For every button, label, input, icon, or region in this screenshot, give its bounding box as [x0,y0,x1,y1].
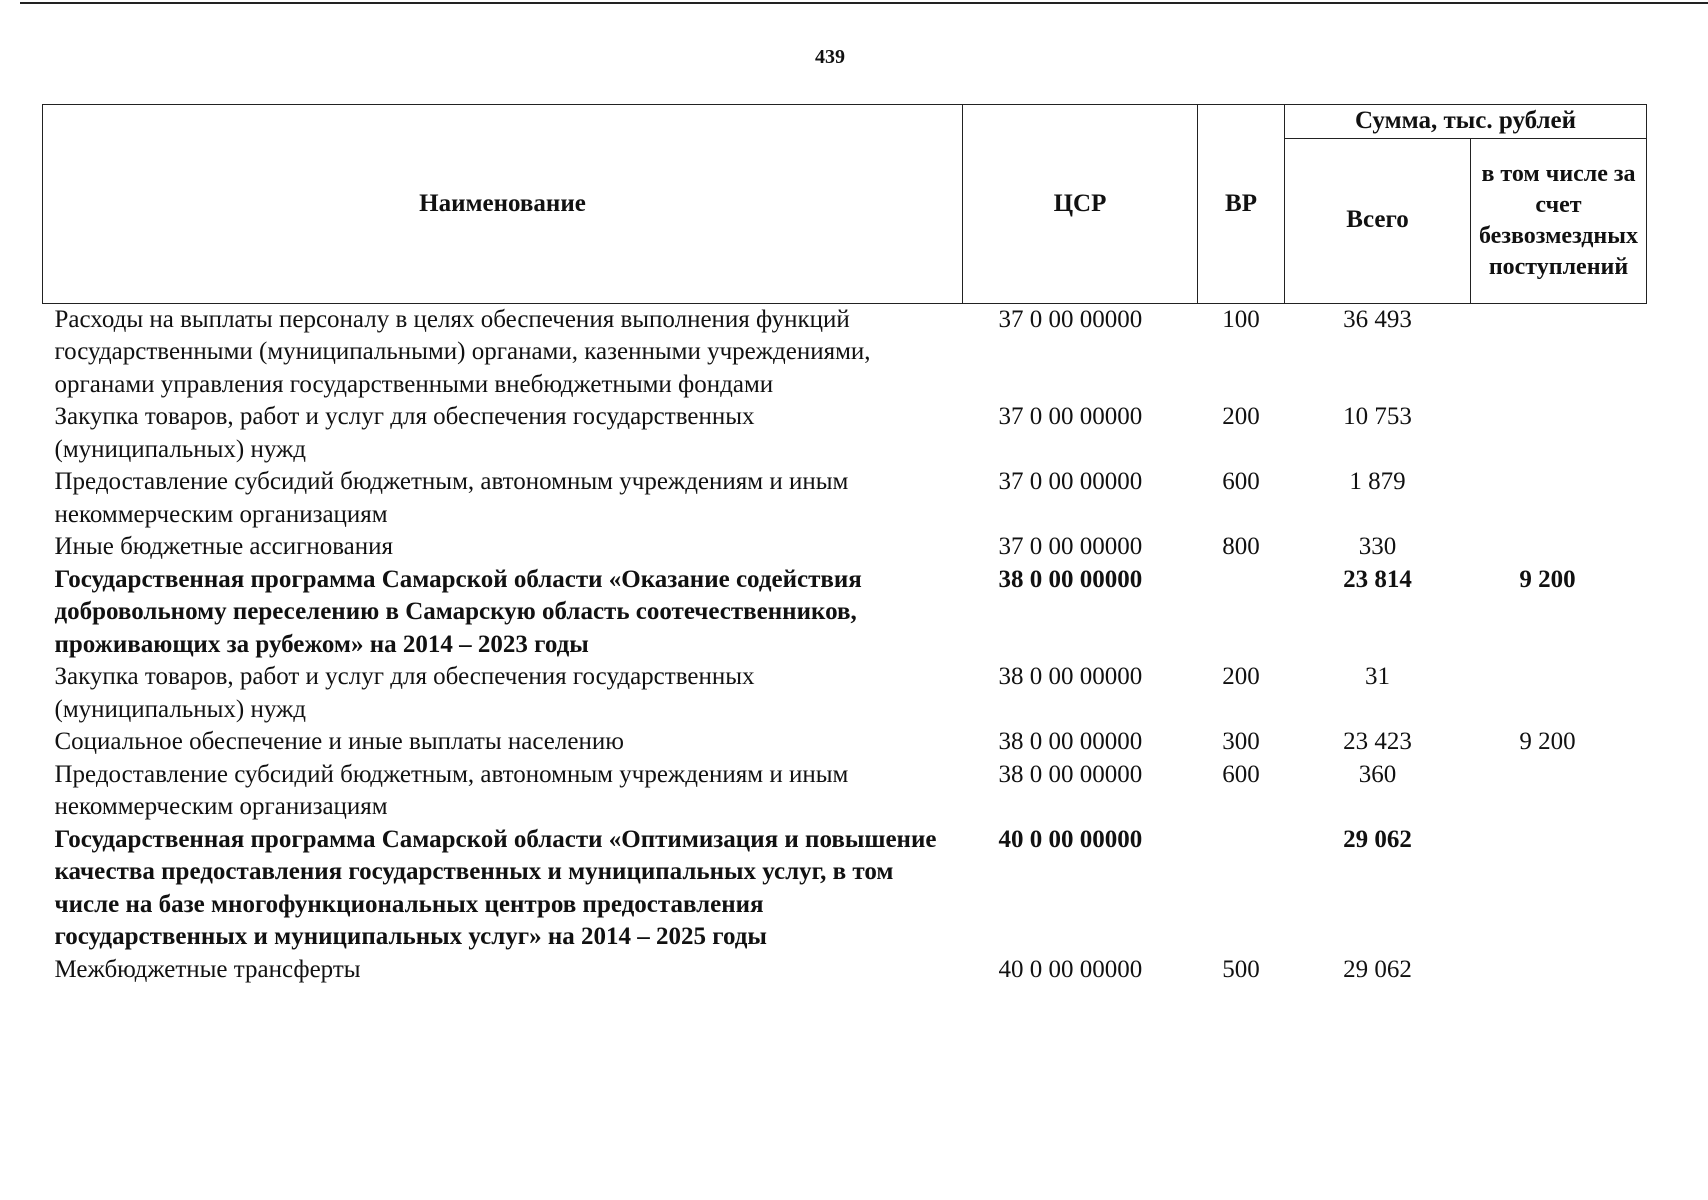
table-row [43,824,1647,954]
row-total: 1 879 [1349,468,1406,495]
table-row [43,531,1647,564]
row-total: 36 493 [1343,305,1412,333]
row-total: 330 [1358,533,1397,560]
row-total: 10 753 [1343,403,1412,430]
header-vr: ВР [1198,105,1285,304]
row-csr: 38 0 00 00000 [998,760,1143,788]
row-incl [1471,759,1647,824]
row-total: 360 [1358,760,1397,788]
table-row [43,726,1647,759]
row-csr: 37 0 00 00000 [998,468,1143,495]
header-incl: в том числе за счет безвозмездных поступлений [1471,138,1647,303]
header-total: Всего [1285,138,1471,303]
row-csr: 40 0 00 00000 [998,825,1143,853]
row-incl [1471,466,1647,531]
row-total: 23 423 [1343,728,1412,755]
row-name: Закупка товаров, работ и услуг для обеспечения государственных (муниципальных) нужд [54,663,755,723]
row-vr: 100 [1222,305,1260,333]
budget-table [42,104,1647,986]
table-row [43,401,1647,466]
row-name: Закупка товаров, работ и услуг для обеспечения государственных (муниципальных) нужд [54,403,755,463]
row-vr: 200 [1222,403,1260,430]
row-name: Предоставление субсидий бюджетным, автономным учреждениям и иным некоммерческим организациям [54,468,849,528]
row-csr: 38 0 00 00000 [998,663,1143,690]
header-csr: ЦСР [963,105,1198,304]
page-number: 439 [815,46,845,68]
row-csr: 38 0 00 00000 [998,728,1143,755]
table-row [43,303,1647,401]
row-csr: 37 0 00 00000 [998,403,1143,430]
row-vr [1198,824,1285,954]
row-total: 29 062 [1343,825,1412,853]
row-total: 23 814 [1343,565,1412,593]
table-row [43,466,1647,531]
row-csr: 38 0 00 00000 [998,565,1143,593]
row-vr: 800 [1222,533,1260,560]
row-vr [1198,564,1285,662]
row-incl [1471,303,1647,401]
row-csr: 37 0 00 00000 [998,533,1143,560]
row-name: Государственная программа Самарской области «Оказание содействия добровольному переселению в Самарскую область соотечественников, проживающих за рубежом» на 2014 – 2023 годы [54,565,862,658]
row-name: Иные бюджетные ассигнования [54,533,394,560]
table-header [43,105,1647,304]
row-incl [1471,954,1647,987]
row-csr: 40 0 00 00000 [998,955,1143,983]
header-sum-group: Сумма, тыс. рублей [1285,105,1647,139]
table-row [43,564,1647,662]
row-total: 31 [1365,663,1390,690]
row-vr: 600 [1222,468,1260,495]
header-name: Наименование [43,105,963,304]
row-vr: 300 [1222,728,1260,755]
row-incl: 9 200 [1519,728,1576,755]
table-row [43,954,1647,987]
table-row [43,661,1647,726]
row-vr: 500 [1222,955,1260,983]
row-csr: 37 0 00 00000 [998,305,1143,333]
row-incl [1471,661,1647,726]
table-body [43,303,1647,986]
table-row [43,759,1647,824]
row-name: Государственная программа Самарской области «Оптимизация и повышение качества предоставления государственных и муниципальных услуг, в том числе на базе многофункциональных центров предоставления государственных и муниципальных услуг» на 2014 – 2025 годы [54,825,937,950]
row-vr: 600 [1222,760,1260,788]
row-incl: 9 200 [1519,565,1576,593]
row-incl [1471,531,1647,564]
row-name: Расходы на выплаты персоналу в целях обеспечения выполнения функций государственными (муниципальными) органами, казенными учреждениями, органами управления государственными внебюджетными фондами [54,305,871,398]
row-total: 29 062 [1343,955,1412,983]
row-name: Предоставление субсидий бюджетным, автономным учреждениям и иным некоммерческим организациям [54,760,849,820]
row-name: Межбюджетные трансферты [54,955,361,983]
top-rule [20,2,1708,4]
row-incl [1471,824,1647,954]
row-vr: 200 [1222,663,1260,690]
row-incl [1471,401,1647,466]
row-name: Социальное обеспечение и иные выплаты населению [54,728,624,755]
